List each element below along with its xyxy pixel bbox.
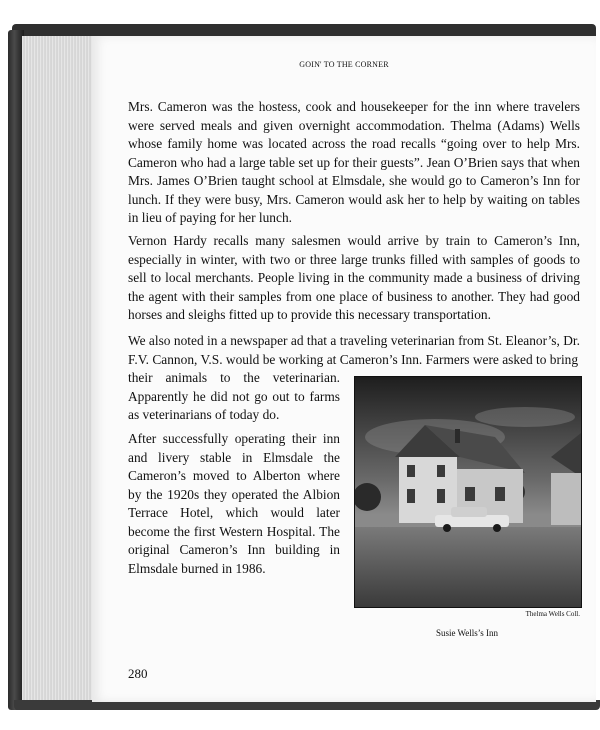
photo-caption: Susie Wells’s Inn <box>435 628 499 638</box>
inn-photograph-image <box>355 377 581 607</box>
photo-credit: Thelma Wells Coll. <box>525 610 580 618</box>
paragraph-cameron-hostess: Mrs. Cameron was the hostess, cook and housekeeper for the inn where travelers were served meals and given overnight accommodation. Thelma (Adams) Wells whose family home was located across the road recalls “going over to help Mrs. Cameron who had a large table set up for their guests”. Jean O’Brien says that when Mrs. James O’Brien taught school at Elmsdale, she would go to Cameron’s Inn for lunch. If they were busy, Mrs. Cameron would ask her to help by waiting on tables in lieu of paying for her lunch. <box>128 99 580 225</box>
book-page <box>92 36 596 702</box>
running-head: GOIN' TO THE CORNER <box>299 60 389 69</box>
paragraph-veterinarian-lead <box>128 332 580 369</box>
paragraph-veterinarian-continued: their animals to the veterinarian. Apparently he did not go out to farms as veterinarians of today do. <box>128 370 340 422</box>
page-number: 280 <box>128 666 148 681</box>
page-stack-edges <box>22 36 100 704</box>
inn-photograph <box>354 376 582 608</box>
paragraph-alberton-move: After successfully operating their inn and livery stable in Elmsdale the Cameron’s moved to Alberton where by the 1920s they operated the Albion Terrace Hotel, which would later become the first Western Hospital. The original Cameron’s Inn building in Elmsdale burned in 1986. <box>128 431 340 576</box>
paragraph-veterinarian-lead-text: We also noted in a newspaper ad that a traveling veterinarian from St. Eleanor’s, Dr. F.V. Cannon, V.S. would be working at Cameron’s Inn. Farmers were asked to bring <box>128 333 580 367</box>
paragraph-salesmen-train: Vernon Hardy recalls many salesmen would arrive by train to Cameron’s Inn, especially in winter, with two or three large trunks filled with samples of goods to sell to local merchants. People living in the community made a business of driving the agent with their samples from one place of business to another. They had good horses and sleighs fitted up to provide this necessary transportation. <box>128 233 580 322</box>
